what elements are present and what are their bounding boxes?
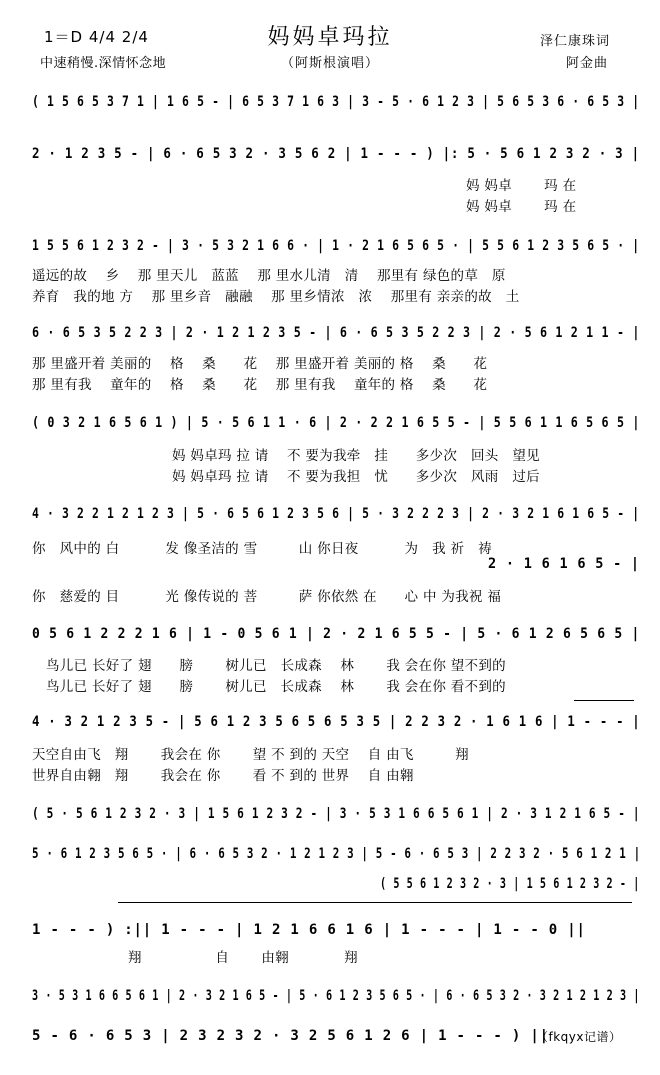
score-line-1: ( 1 5 6 5 3 7 1 | 1 6 5 - | 6 5 3 7 1 6 3 | 3 - 5 · 6 1 2 3 | 5 6 5 3 6 · 6 5 3 | (32, 94, 640, 110)
lyric-line-8b: 世界自由翱 翔 我会在 你 看 不 到的 世界 自 由翱 (32, 768, 414, 784)
key-signature: 1＝D 4/4 2/4 (44, 28, 149, 46)
lyric-line-12: 翔 自 由翱 翔 (128, 950, 358, 966)
score-line-4: 6 · 6 5 3 5 2 2 3 | 2 · 1 2 1 2 3 5 - | 6 · 6 5 3 5 2 2 3 | 2 · 5 6 1 2 1 1 - | (32, 325, 641, 341)
score-line-5: ( 0 3 2 1 6 5 6 1 ) | 5 · 5 6 1 1 · 6 | 2 · 2 2 1 6 5 5 - | 5 5 6 1 1 6 5 6 5 | (32, 415, 641, 431)
volta-bracket-2 (118, 902, 632, 903)
lyric-line-5b: 妈 妈卓玛 拉 请 不 要为我担 忧 多少次 风雨 过后 (172, 469, 540, 485)
score-line-10: 5 · 6 1 2 3 5 6 5 · | 6 · 6 5 3 2 · 1 2 1 2 3 | 5 - 6 · 6 5 3 | 2 2 3 2 · 5 6 1 2 1 | (32, 846, 641, 862)
score-line-6: 4 · 3 2 2 1 2 1 2 3 | 5 · 6 5 6 1 2 3 5 6 | 5 · 3 2 2 2 3 | 2 · 3 2 1 6 1 6 5 - | (32, 506, 640, 522)
score-line-7: 0 5 6 1 2 2 2 1 6 | 1 - 0 5 6 1 | 2 · 2 1 6 5 5 - | 5 · 6 1 2 6 5 6 5 | (32, 626, 641, 642)
score-line-11: ( 5 5 6 1 2 3 2 · 3 | 1 5 6 1 2 3 2 - | (380, 876, 640, 892)
lyric-line-4b: 那 里有我 童年的 格 桑 花 那 里有我 童年的 格 桑 花 (32, 377, 488, 393)
score-line-13: 3 · 5 3 1 6 6 5 6 1 | 2 · 3 2 1 6 5 - | 5 · 6 1 2 3 5 6 5 · | 6 · 6 5 3 2 · 3 2 1 2 1 2 3 | (32, 988, 641, 1004)
singer-credit: （阿斯根演唱） (280, 56, 379, 71)
lyric-line-7a: 鸟儿已 长好了 翅 膀 树儿已 长成森 林 我 会在你 望不到的 (46, 658, 506, 674)
volta-bracket-1 (574, 700, 634, 701)
lyricist-credit: 泽仁康珠词 (540, 34, 611, 49)
score-line-2: 2 · 1 2 3 5 - | 6 · 6 5 3 2 · 3 5 6 2 | 1 - - - ) |: 5 · 5 6 1 2 3 2 · 3 | (32, 146, 640, 162)
lyric-line-2b: 妈 妈卓 玛 在 (466, 199, 577, 215)
lyric-line-8a: 天空自由飞 翔 我会在 你 望 不 到的 天空 自 由飞 翔 (32, 747, 469, 763)
score-line-12: 1 - - - ) :|| 1 - - - | 1 2 1 6 6 1 6 | 1 - - - | 1 - - 0 || (32, 922, 586, 938)
score-line-3: 1 5 5 6 1 2 3 2 - | 3 · 5 3 2 1 6 6 · | 1 · 2 1 6 5 6 5 · | 5 5 6 1 2 3 5 6 5 · | (32, 238, 640, 254)
score-line-14: 5 - 6 · 6 5 3 | 2 3 2 3 2 · 3 2 5 6 1 2 6 | 1 - - - ) || (32, 1028, 549, 1044)
lyric-line-6a: 你 风中的 白 发 像圣洁的 雪 山 你日夜 为 我 祈 祷 (32, 541, 492, 557)
composer-credit: 阿金曲 (566, 56, 609, 71)
lyric-line-6b: 你 慈爱的 目 光 像传说的 菩 萨 你依然 在 心 中 为我祝 福 (32, 589, 502, 605)
lyric-line-3a: 遥远的故 乡 那 里天儿 蓝蓝 那 里水儿清 清 那里有 绿色的草 原 (32, 268, 506, 284)
tempo-marking: 中速稍慢.深情怀念地 (40, 56, 167, 71)
lyric-line-5a: 妈 妈卓玛 拉 请 不 要为我牵 挂 多少次 回头 望见 (172, 448, 540, 464)
song-title: 妈妈卓玛拉 (267, 25, 393, 50)
lyric-line-4a: 那 里盛开着 美丽的 格 桑 花 那 里盛开着 美丽的 格 桑 花 (32, 356, 488, 372)
score-line-9: ( 5 · 5 6 1 2 3 2 · 3 | 1 5 6 1 2 3 2 - | 3 · 5 3 1 6 6 5 6 1 | 2 · 3 1 2 1 6 5 - | (32, 806, 641, 822)
lyric-line-7b: 鸟儿已 长好了 翅 膀 树儿已 长成森 林 我 会在你 看不到的 (46, 679, 506, 695)
score-line-8: 4 · 3 2 1 2 3 5 - | 5 6 1 2 3 5 6 5 6 5 3 5 | 2 2 3 2 · 1 6 1 6 | 1 - - - | (32, 714, 641, 730)
transcriber-credit: （fkqyx记谱） (536, 1030, 622, 1044)
lyric-line-2a: 妈 妈卓 玛 在 (466, 178, 577, 194)
score-line-6-alt: 2 · 1 6 1 6 5 - | (488, 556, 640, 572)
lyric-line-3b: 养育 我的地 方 那 里乡音 融融 那 里乡情浓 浓 那里有 亲亲的故 土 (32, 289, 520, 305)
